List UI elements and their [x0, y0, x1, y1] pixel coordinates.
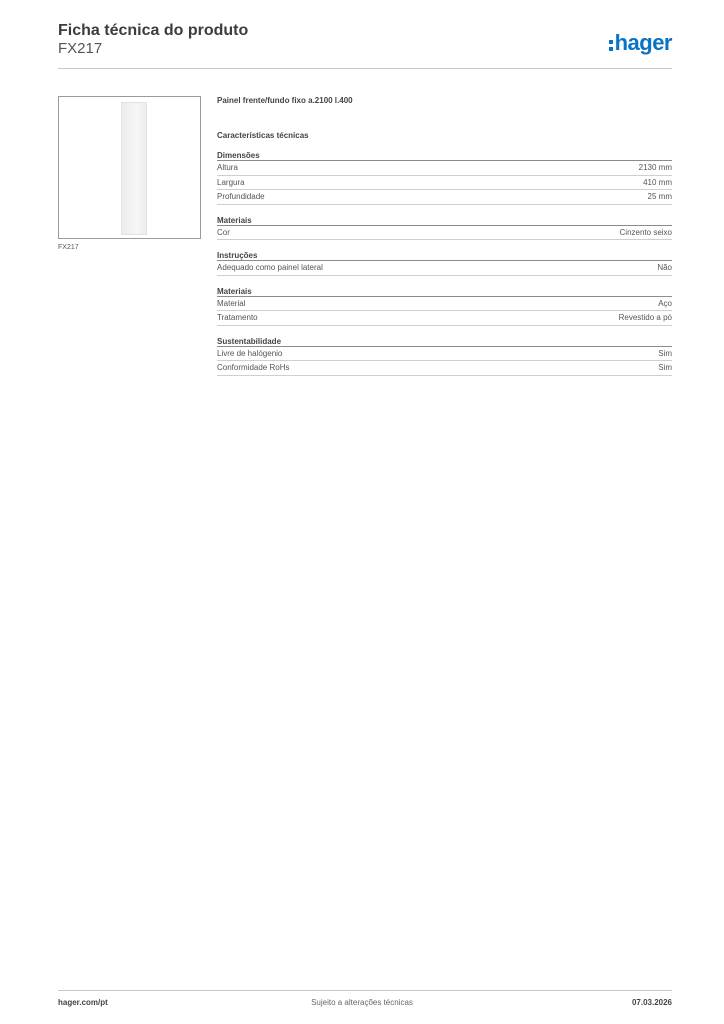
footer-divider — [58, 990, 672, 991]
tech-heading: Características técnicas — [217, 131, 309, 140]
logo-dots-icon — [609, 40, 613, 51]
section-sustentabilidade — [217, 336, 672, 376]
spec-value: 410 mm — [643, 177, 672, 187]
spec-row — [217, 297, 672, 312]
spec-row — [217, 361, 672, 376]
header-divider — [58, 68, 672, 69]
spec-row — [217, 226, 672, 241]
spec-row — [217, 347, 672, 362]
footer-note: Sujeito a alterações técnicas — [311, 998, 413, 1007]
section-materiais-cor — [217, 215, 672, 241]
section-title: Materiais — [217, 215, 672, 226]
spec-value: Cinzento seixo — [619, 227, 672, 237]
spec-value: Sim — [658, 363, 672, 372]
spec-label: Cor — [217, 227, 230, 237]
product-name: Painel frente/fundo fixo a.2100 l.400 — [217, 96, 353, 105]
spec-label: Largura — [217, 177, 245, 187]
spec-row — [217, 311, 672, 326]
hager-logo[interactable] — [609, 30, 672, 56]
spec-content — [217, 95, 672, 376]
page-header — [58, 22, 672, 70]
document-title: Ficha técnica do produto — [58, 22, 249, 39]
spec-value: 2130 mm — [638, 163, 672, 172]
product-image — [58, 96, 201, 239]
spec-label: Adequado como painel lateral — [217, 263, 323, 272]
section-materiais — [217, 286, 672, 326]
product-code: FX217 — [58, 40, 103, 57]
spec-value: Não — [657, 263, 672, 272]
image-caption: FX217 — [58, 244, 79, 251]
section-title: Materiais — [217, 286, 672, 297]
panel-illustration — [121, 102, 147, 235]
spec-row — [217, 176, 672, 191]
spec-value: Sim — [658, 348, 672, 358]
footer-website-link[interactable]: hager.com/pt — [58, 998, 108, 1007]
spec-value: 25 mm — [647, 192, 672, 201]
spec-value: Aço — [658, 298, 672, 308]
section-instrucoes — [217, 250, 672, 276]
spec-label: Tratamento — [217, 313, 258, 322]
footer-date: 07.03.2026 — [631, 998, 672, 1007]
spec-label: Altura — [217, 163, 238, 172]
logo-text: hager — [614, 30, 672, 55]
section-title: Instruções — [217, 250, 672, 261]
section-title: Sustentabilidade — [217, 336, 672, 347]
section-dimensoes — [217, 150, 672, 205]
spec-label: Material — [217, 298, 246, 308]
spec-row — [217, 261, 672, 276]
spec-value: Revestido a pó — [618, 313, 672, 322]
spec-label: Livre de halógenio — [217, 348, 283, 358]
spec-label: Profundidade — [217, 192, 265, 201]
spec-label: Conformidade RoHs — [217, 363, 290, 372]
spec-row — [217, 161, 672, 176]
section-title: Dimensões — [217, 150, 672, 161]
spec-row — [217, 190, 672, 205]
